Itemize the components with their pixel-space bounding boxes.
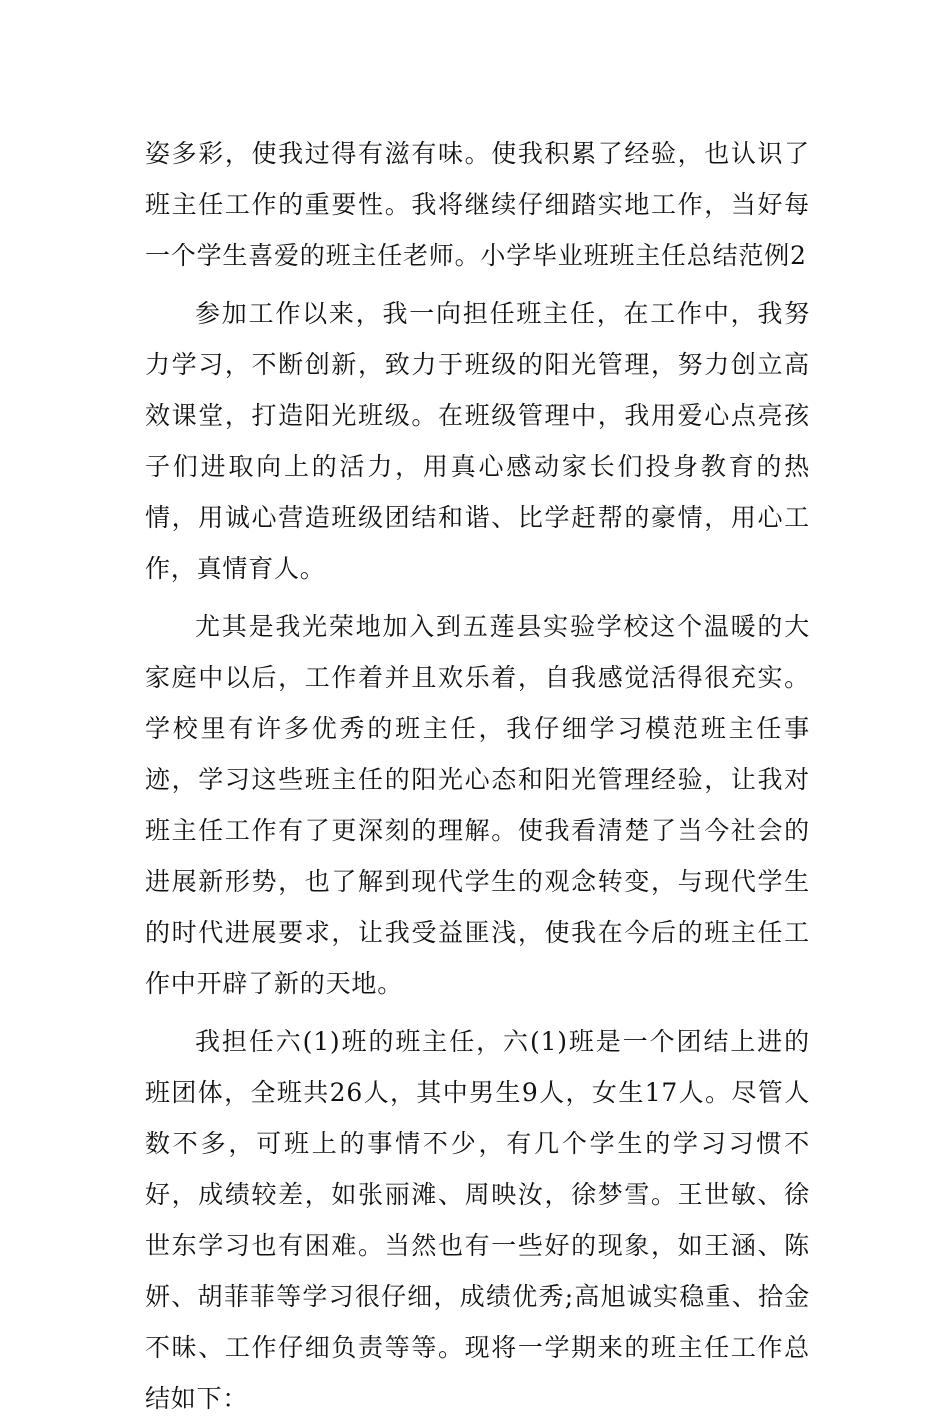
paragraph-2: 参加工作以来，我一向担任班主任，在工作中，我努力学习，不断创新，致力于班级的阳光管理，努力创立高效课堂，打造阳光班级。在班级管理中，我用爱心点亮孩子们进取向上的活力，用真心感动家长们投身教育的热情，用诚心营造班级团结和谐、比学赶帮的豪情，用心工作，真情育人。 (145, 299, 810, 583)
paragraph-4: 我担任六(1)班的班主任，六(1)班是一个团结上进的班团体，全班共26人，其中男生9人，女生17人。尽管人数不多，可班上的事情不少，有几个学生的学习习惯不好，成绩较差，如张丽滩、周映汝，徐梦雪。王世敏、徐世东学习也有困难。当然也有一些好的现象，如王涵、陈妍、胡菲菲等学习很仔细，成绩优秀;高旭诚实稳重、拾金不昧、工作仔细负责等等。现将一学期来的班主任工作总结如下： (145, 1027, 810, 1413)
paragraph-1: 姿多彩，使我过得有滋有味。使我积累了经验，也认识了班主任工作的重要性。我将继续仔细踏实地工作，当好每一个学生喜爱的班主任老师。小学毕业班班主任总结范例2 (145, 139, 810, 270)
document-body (145, 128, 810, 1424)
paragraph-3: 尤其是我光荣地加入到五莲县实验学校这个温暖的大家庭中以后，工作着并且欢乐着，自我感觉活得很充实。学校里有许多优秀的班主任，我仔细学习模范班主任事迹，学习这些班主任的阳光心态和阳光管理经验，让我对班主任工作有了更深刻的理解。使我看清楚了当今社会的进展新形势，也了解到现代学生的观念转变，与现代学生的时代进展要求，让我受益匪浅，使我在今后的班主任工作中开辟了新的天地。 (145, 612, 810, 998)
